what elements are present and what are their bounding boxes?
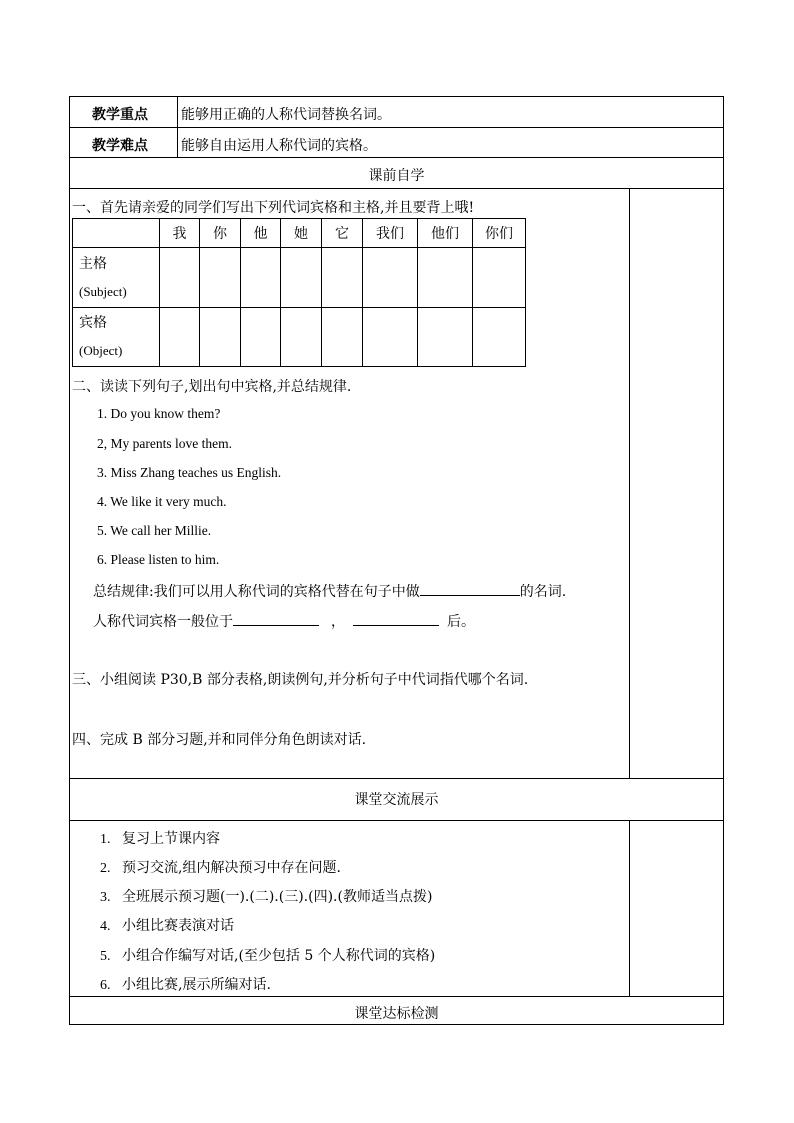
test-section-title: 课堂达标检测 — [354, 1006, 439, 1022]
divider — [70, 188, 723, 189]
table-header-cell: 她 — [281, 219, 322, 248]
answer-cell[interactable] — [322, 308, 363, 367]
example-sentence: 3. Miss Zhang teaches us English. — [97, 465, 282, 480]
step-text: 全班展示预习题(一).(二).(三).(四).(教师适当点拨) — [122, 889, 433, 905]
divider — [70, 157, 723, 158]
step-text: 预习交流,组内解决预习中存在问题. — [122, 860, 341, 876]
task-1-instruction: 一、首先请亲爱的同学们写出下列代词宾格和主格,并且要背上哦! — [72, 200, 475, 216]
difficulty-label: 教学难点 — [92, 138, 148, 154]
exchange-step — [100, 857, 341, 877]
fill-blank[interactable] — [353, 611, 439, 626]
table-header-row — [73, 219, 526, 248]
answer-cell[interactable] — [418, 308, 473, 367]
exchange-step — [100, 974, 271, 994]
row-label-object — [73, 308, 160, 367]
table-header-cell: 他们 — [418, 219, 473, 248]
answer-cell[interactable] — [281, 248, 322, 308]
difficulty-text: 能够自由运用人称代词的宾格。 — [181, 138, 377, 154]
divider — [70, 127, 723, 128]
divider — [70, 778, 723, 779]
position-rule-line — [93, 611, 475, 631]
table-header-cell: 我们 — [363, 219, 418, 248]
example-sentence: 4. We like it very much. — [97, 494, 227, 509]
answer-cell[interactable] — [363, 248, 418, 308]
task-2-instruction: 二、读读下列句子,划出句中宾格,并总结规律. — [72, 379, 352, 395]
answer-cell[interactable] — [160, 248, 200, 308]
answer-cell[interactable] — [281, 308, 322, 367]
step-number: 2. — [100, 861, 111, 876]
table-row-object — [73, 308, 526, 367]
divider — [70, 996, 723, 997]
answer-cell[interactable] — [241, 248, 281, 308]
answer-cell[interactable] — [473, 308, 526, 367]
position-rule-suffix: 后。 — [447, 614, 475, 630]
exchange-step — [100, 915, 234, 935]
answer-cell[interactable] — [200, 308, 241, 367]
divider — [70, 820, 723, 821]
exchange-step — [100, 828, 220, 848]
answer-cell[interactable] — [160, 308, 200, 367]
summary-rule-suffix: 的名词. — [519, 584, 567, 600]
table-row-subject — [73, 248, 526, 308]
table-header-cell: 我 — [160, 219, 200, 248]
key-point-text: 能够用正确的人称代词替换名词。 — [181, 107, 391, 123]
answer-cell[interactable] — [322, 248, 363, 308]
example-sentence: 1. Do you know them? — [97, 406, 221, 421]
position-rule-prefix: 人称代词宾格一般位于 — [93, 614, 233, 630]
notes-column-divider — [629, 188, 630, 778]
answer-cell[interactable] — [418, 248, 473, 308]
step-text: 复习上节课内容 — [122, 831, 220, 847]
step-text: 小组比赛表演对话 — [122, 918, 234, 934]
example-sentence: 5. We call her Millie. — [97, 523, 212, 538]
answer-cell[interactable] — [473, 248, 526, 308]
step-number: 3. — [100, 890, 111, 905]
answer-cell[interactable] — [241, 308, 281, 367]
task-4-instruction: 四、完成 B 部分习题,并和同伴分角色朗读对话. — [72, 732, 367, 748]
fill-blank[interactable] — [420, 581, 520, 596]
summary-rule-prefix: 总结规律:我们可以用人称代词的宾格代替在句子中做 — [93, 584, 420, 600]
example-sentence: 6. Please listen to him. — [97, 552, 220, 567]
pronoun-table — [72, 218, 526, 367]
table-header-cell: 你们 — [473, 219, 526, 248]
answer-cell[interactable] — [200, 248, 241, 308]
step-number: 1. — [100, 832, 111, 847]
lesson-plan-table — [69, 96, 724, 1025]
exchange-step — [100, 886, 432, 906]
preclass-section-title: 课前自学 — [368, 168, 425, 184]
fill-blank[interactable] — [233, 611, 319, 626]
step-number: 4. — [100, 919, 111, 934]
row-label-en: (Subject) — [79, 283, 127, 299]
step-text: 小组合作编写对话,(至少包括 5 个人称代词的宾格) — [122, 948, 436, 964]
row-label-cn: 主格 — [79, 255, 107, 272]
task-3-instruction: 三、小组阅读 P30,B 部分表格,朗读例句,并分析句子中代词指代哪个名词. — [72, 672, 529, 688]
exchange-section-title: 课堂交流展示 — [354, 792, 439, 808]
row-label-subject — [73, 248, 160, 308]
table-corner-cell — [73, 219, 160, 248]
example-sentence: 2, My parents love them. — [97, 436, 232, 451]
table-header-cell: 他 — [241, 219, 281, 248]
notes-column-divider — [629, 820, 630, 996]
step-number: 5. — [100, 949, 111, 964]
summary-rule-line — [93, 581, 566, 601]
table-header-cell: 它 — [322, 219, 363, 248]
step-text: 小组比赛,展示所编对话. — [122, 977, 271, 993]
exchange-step — [100, 945, 435, 965]
row-label-en: (Object) — [79, 343, 123, 358]
row-label-cn: 宾格 — [79, 315, 107, 331]
table-header-cell: 你 — [200, 219, 241, 248]
step-number: 6. — [100, 978, 111, 993]
key-point-label: 教学重点 — [92, 107, 148, 123]
position-rule-separator: ， — [331, 614, 345, 630]
answer-cell[interactable] — [363, 308, 418, 367]
